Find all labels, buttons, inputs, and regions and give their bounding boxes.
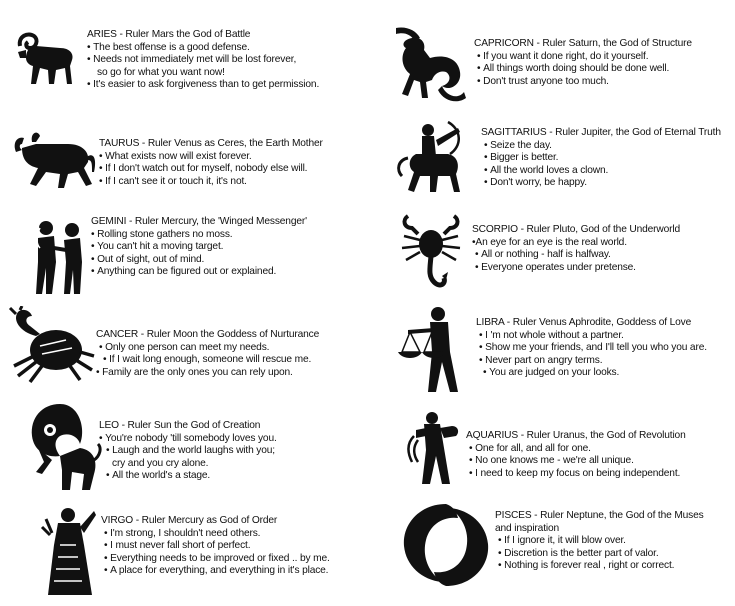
list-item: • The best offense is a good defense. — [87, 42, 319, 55]
list-item: • Only one person can meet my needs. — [96, 342, 319, 355]
lion-icon — [24, 400, 102, 492]
list-item: • I must never fall short of perfect. — [101, 540, 330, 553]
list-item: • Laugh and the world laughs with you; — [99, 445, 277, 458]
list-item-continued: so go for what you want now! — [97, 66, 225, 78]
list-item: • What exists now will exist forever. — [99, 151, 323, 164]
list-item: • No one knows me - we're all unique. — [466, 455, 686, 468]
list-item: • All the world loves a clown. — [481, 165, 721, 178]
list-item: • Everyone operates under pretense. — [472, 262, 680, 275]
sign-title: VIRGO - Ruler Mercury as God of Order — [101, 515, 278, 526]
list-item: • A place for everything, and everything in it's place. — [101, 565, 330, 578]
list-item: • Show me your friends, and I'll tell you who you are. — [476, 342, 707, 355]
list-item: • It's easier to ask forgiveness than to get permission. — [87, 79, 319, 92]
list-item: • Seize the day. — [481, 140, 721, 153]
two-fish-icon — [398, 500, 494, 590]
list-item: • If I can't see it or touch it, it's not. — [99, 176, 323, 189]
crab-icon — [6, 306, 96, 384]
maiden-icon — [40, 505, 98, 597]
archer-centaur-icon — [392, 120, 472, 196]
scales-figure-icon — [394, 304, 476, 396]
list-item: • All the world's a stage. — [99, 470, 277, 483]
list-item: • Don't trust anyone too much. — [474, 76, 692, 89]
sign-title: AQUARIUS - Ruler Uranus, the God of Revolution — [466, 430, 686, 441]
bull-icon — [10, 122, 98, 194]
list-item: • Nothing is forever real , right or correct. — [495, 560, 704, 573]
list-item-text: An eye for an eye is the real world. — [475, 236, 627, 248]
list-item: • Needs not immediately met will be lost forever, — [87, 54, 319, 67]
twins-icon — [28, 218, 90, 296]
list-item: • Anything can be figured out or explained. — [91, 266, 307, 279]
list-item: • If you want it done right, do it yourself. — [474, 51, 692, 64]
ram-icon — [12, 28, 82, 88]
list-item: • Family are the only ones you can rely upon. — [96, 367, 319, 380]
sign-title: GEMINI - Ruler Mercury, the 'Winged Messenger' — [91, 216, 307, 227]
list-item: • Everything needs to be improved or fixed .. by me. — [101, 553, 330, 566]
list-item: • I'm strong, I shouldn't need others. — [101, 528, 330, 541]
list-item: • I 'm not whole without a partner. — [476, 330, 707, 343]
list-item: • All or nothing - half is halfway. — [472, 249, 680, 262]
list-item: • Don't worry, be happy. — [481, 177, 721, 190]
sign-title: SAGITTARIUS - Ruler Jupiter, the God of Eternal Truth — [481, 127, 721, 138]
sign-title: CAPRICORN - Ruler Saturn, the God of Structure — [474, 38, 692, 49]
sea-goat-icon — [386, 22, 470, 104]
list-item: • I need to keep my focus on being independent. — [466, 468, 686, 481]
list-item: • Never part on angry terms. — [476, 355, 707, 368]
list-item: • Bigger is better. — [481, 152, 721, 165]
list-item: • You can't hit a moving target. — [91, 241, 307, 254]
sign-title: LEO - Ruler Sun the God of Creation — [99, 420, 261, 431]
list-item-continued: cry and you cry alone. — [112, 457, 209, 469]
list-item: • If I ignore it, it will blow over. — [495, 535, 704, 548]
sign-title: SCORPIO - Ruler Pluto, God of the Underworld — [472, 224, 680, 235]
list-item: • You're nobody 'till somebody loves you. — [99, 433, 277, 446]
list-item: • Rolling stone gathers no moss. — [91, 229, 307, 242]
list-item: • You are judged on your looks. — [476, 367, 707, 380]
scorpion-icon — [398, 210, 464, 294]
list-item: • One for all, and all for one. — [466, 443, 686, 456]
sign-title: TAURUS - Ruler Venus as Ceres, the Earth Mother — [99, 138, 323, 149]
title-continued: and inspiration — [495, 522, 560, 534]
sign-title: CANCER - Ruler Moon the Goddess of Nurturance — [96, 329, 320, 340]
list-item: • All things worth doing should be done well. — [474, 63, 692, 76]
list-item: • Out of sight, out of mind. — [91, 254, 307, 267]
list-item: • If I wait long enough, someone will rescue me. — [96, 354, 319, 367]
sign-title: ARIES - Ruler Mars the God of Battle — [87, 29, 251, 40]
sign-title: LIBRA - Ruler Venus Aphrodite, Goddess of Love — [476, 317, 692, 328]
water-bearer-icon — [404, 410, 462, 486]
list-item: • Discretion is the better part of valor. — [495, 548, 704, 561]
list-item: •An eye for an eye is the real world. — [472, 236, 627, 248]
sign-title: PISCES - Ruler Neptune, the God of the Muses — [495, 510, 704, 521]
list-item: • If I don't watch out for myself, nobody else will. — [99, 163, 323, 176]
